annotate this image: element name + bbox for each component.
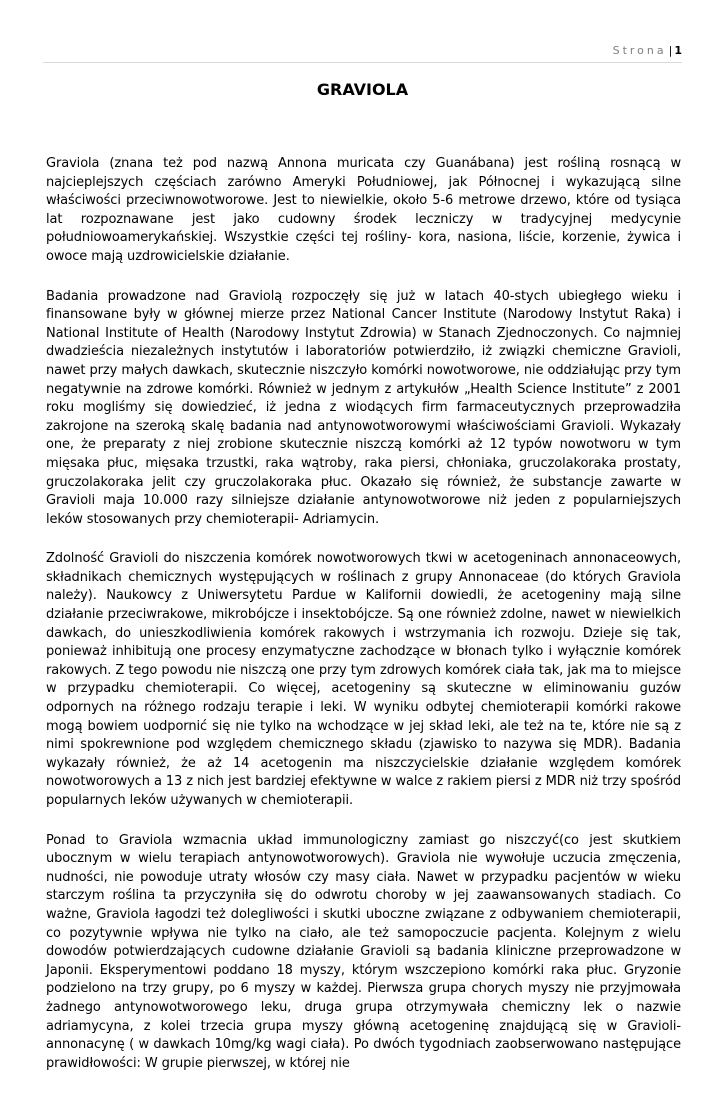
header-divider — [43, 62, 682, 63]
page-label: Strona — [612, 44, 667, 57]
page-separator: | — [668, 44, 673, 57]
paragraph-intro: Graviola (znana też pod nazwą Annona muricata czy Guanábana) jest rośliną rosnącą w najcieplejszych częściach zarówno Ameryki Południowej, jak Północnej i wykazującą silne właściwości przeciwnowotworowe. Jest to niewielkie, około 5-6 metrowe drzewo, które od tysiąca lat rozpoznawane jest jako cudowny środek leczniczy w tradycyjnej medycynie południowoamerykańskiej. Wszystkie części tej rośliny- kora, nasiona, liście, korzenie, żywica i owoce mają uzdrowicielskie działanie. — [46, 156, 681, 264]
page-header — [613, 44, 682, 57]
document-body — [46, 155, 681, 1094]
paragraph-immunity: Ponad to Graviola wzmacnia układ immunologiczny zamiast go niszczyć(co jest skutkiem ubocznym w wielu terapiach antynowotworowych). Graviola nie wywołuje uczucia zmęczenia, nudności, nie powoduje utraty włosów czy masy ciała. Nawet w przypadku pacjentów w wieku starczym roślina ta przyczyniła się do odwrotu choroby w jej zaawansowanych stadiach. Co ważne, Graviola łagodzi też dolegliwości i skutki uboczne związane z odbywaniem chemioterapii, co pozytywnie wpływa nie tylko na ciało, ale też samopoczucie pacjenta. Kolejnym z wielu dowodów potwierdzających cudowne działanie Gravioli są badania kliniczne przeprowadzone w Japonii. Eksperymentowi poddano 18 myszy, którym wszczepiono komórki raka płuc. Gryzonie podzielono na trzy grupy, po 6 myszy w każdej. Pierwsza grupa chorych myszy nie przyjmowała żadnego antynowotworowego leku, druga grupa otrzymywała chemiczny lek o nazwie adriamycyna, z kolei trzecia grupa myszy główną acetogeninę znajdującą się w Gravioli-annonacynę ( w dawkach 10mg/kg wagi ciała). Po dwóch tygodniach zaobserwowano następujące prawidłowości: W grupie pierwszej, w której nie — [46, 832, 681, 1071]
paragraph-acetogenins: Zdolność Gravioli do niszczenia komórek nowotworowych tkwi w acetogeninach annonaceowych, składnikach chemicznych występujących w roślinach z grupy Annonaceae (do których Graviola należy). Naukowcy z Uniwersytetu Pardue w Kalifornii dowiedli, że acetogeniny mają silne działanie przeciwrakowe, mikrobójcze i insektobójcze. Są one również zdolne, nawet w niewielkich dawkach, do unieszkodliwienia komórek rakowych i wstrzymania ich rozwoju. Dzieje się tak, ponieważ inhibitują one procesy enzymatyczne zachodzące w błonach tylko i wyłącznie komórek rakowych. Z tego powodu nie niszczą one przy tym zdrowych komórek ciała tak, jak ma to miejsce w przypadku chemioterapii. Co więcej, acetogeniny są skuteczne w eliminowaniu guzów odpornych na różnego rodzaju terapie i leki. W wyniku odbytej chemioterapii komórki rakowe mogą bowiem uodpornić się nie tylko na wchodzące w jej skład leki, ale też na te, które nie są z nimi spokrewnione pod względem chemicznego składu (zjawisko to nazywa się MDR). Badania wykazały również, że aż 14 acetogenin ma niszczycielskie działanie względem komórek nowotworowych a 13 z nich jest bardziej efektywne w walce z rakiem piersi z MDR niż trzy spośród popularnych leków używanych w chemioterapii. — [46, 551, 681, 808]
page-number: 1 — [674, 44, 682, 57]
document-title: GRAVIOLA — [316, 80, 409, 99]
paragraph-research: Badania prowadzone nad Graviolą rozpoczęły się już w latach 40-stych ubiegłego wieku i finansowane były w głównej mierze przez National Cancer Institute (Narodowy Instytut Raka) i National Institute of Health (Narodowy Instytut Zdrowia) w Stanach Zjednoczonych. Co najmniej dwadzieścia niezależnych instytutów i laboratoriów potwierdziło, iż związki chemiczne Gravioli, nawet przy małych dawkach, skutecznie niszczyło komórki nowotworowe, nie oddziałując przy tym negatywnie na zdrowe komórki. Również w jednym z artykułów „Health Science Institute” z 2001 roku mogliśmy się dowiedzieć, iż jedna z wiodących firm farmaceutycznych przeprowadziła zakrojone na szeroką skalę badania nad antynowotworowymi właściwościami Gravioli. Wykazały one, że preparaty z niej zrobione skutecznie niszczą komórki aż 12 typów nowotworu w tym mięsaka płuc, mięsaka trzustki, raka wątroby, raka piersi, chłoniaka, gruczolakoraka prostaty, gruczolakoraka jelit czy gruczolakoraka płuc. Okazało się również, że substancje zawarte w Gravioli maja 10.000 razy silniejsze działanie antynowotworowe niż jeden z popularniejszych leków stosowanych przy chemioterapii- Adriamycin. — [46, 288, 681, 527]
